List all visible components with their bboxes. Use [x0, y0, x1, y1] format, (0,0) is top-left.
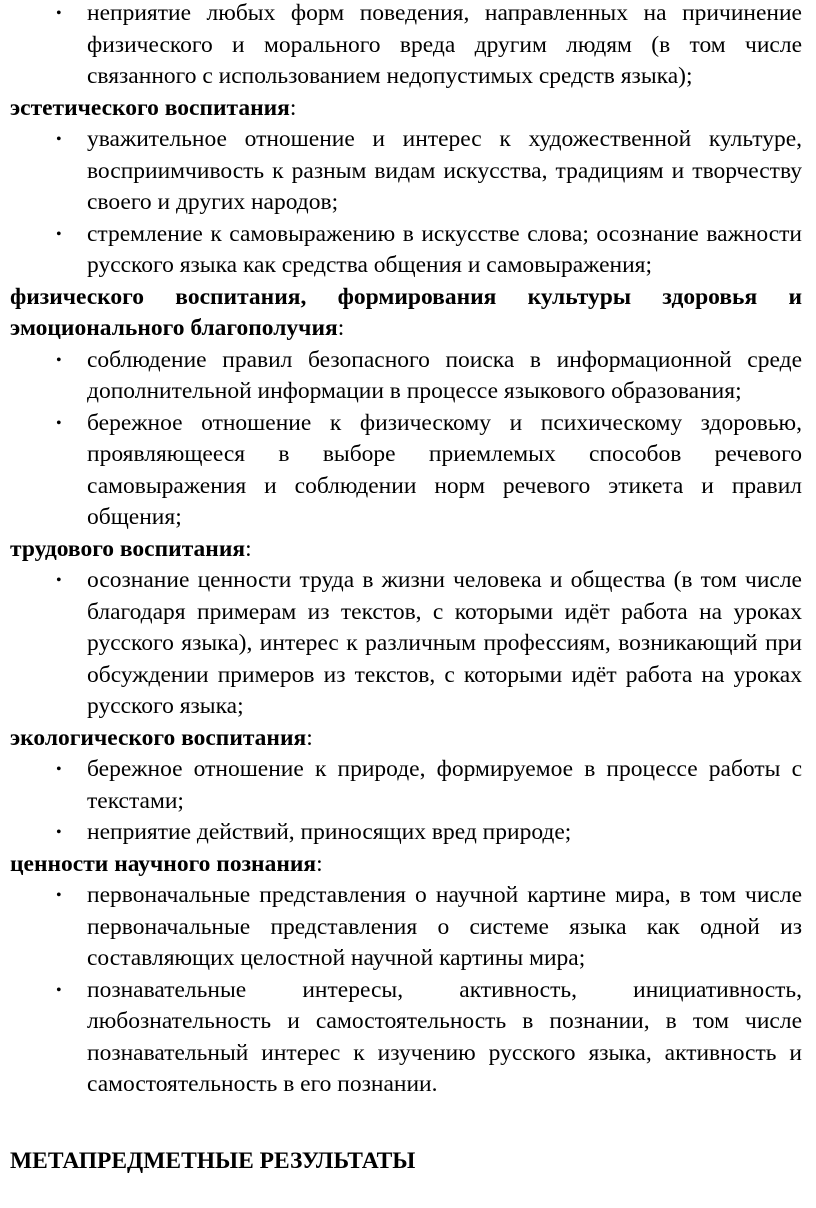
section-heading-labor	[10, 534, 802, 566]
bullet-icon: •	[56, 5, 62, 22]
intro-list	[10, 0, 802, 93]
list-item	[10, 124, 802, 219]
section-list-labor	[10, 565, 802, 723]
section-heading-text: экологического воспитания	[10, 724, 307, 751]
list-item-text: бережное отношение к физическому и психическому здоровью, проявляющееся в выборе приемлемых способов речевого самовыражения и соблюдении норм речевого этикета и правил общения;	[87, 409, 802, 530]
list-item-text: соблюдение правил безопасного поиска в информационной среде дополнительной информации в процессе языкового образования;	[87, 346, 802, 404]
section-heading-text: эстетического воспитания	[10, 94, 290, 121]
bullet-icon: •	[56, 981, 62, 999]
list-item-text: уважительное отношение и интерес к художественной культуре, восприимчивость к разным видам искусства, традициям и творчеству своего и других народов;	[87, 126, 802, 215]
section-list-aesthetic	[10, 124, 802, 282]
heading-colon: :	[337, 315, 345, 341]
list-item	[10, 880, 802, 975]
section-heading-aesthetic	[10, 93, 802, 125]
document-body	[10, 0, 802, 1101]
list-item-text: осознание ценности труда в жизни человека и общества (в том числе благодаря примерам из текстов, с которыми идёт работа на уроках русского языка), интерес к различным профессиям, возникающий при обсуждении примеров из текстов, с которыми идёт работа на уроках русского языка;	[87, 567, 802, 719]
bullet-icon: •	[56, 572, 62, 589]
list-item	[10, 0, 802, 93]
list-item-text: неприятие действий, приносящих вред природе;	[87, 819, 572, 845]
bullet-icon: •	[56, 225, 62, 243]
bullet-icon: •	[56, 824, 62, 841]
section-heading-text: физического воспитания, формирования культуры здоровья и эмоционального благополучия	[10, 283, 802, 341]
list-item-text: бережное отношение к природе, формируемое в процессе работы с текстами;	[87, 756, 802, 814]
list-item-text: первоначальные представления о научной картине мира, в том числе первоначальные представления о системе языка как одной из составляющих целостной научной картины мира;	[87, 882, 802, 971]
bullet-icon: •	[56, 131, 62, 148]
heading-colon: :	[289, 94, 297, 121]
section-heading-text: ценности научного познания	[10, 850, 317, 877]
bullet-icon: •	[56, 887, 62, 904]
list-item-text: познавательные интересы, активность, инициативность, любознательность и самостоятельность в познании, в том числе познавательный интерес к изучению русского языка, активность и самостоятельность в его познании.	[87, 976, 802, 1097]
list-item	[10, 565, 802, 723]
section-heading-physical	[10, 282, 802, 345]
section-list-science	[10, 880, 802, 1101]
list-item	[10, 975, 802, 1101]
section-list-physical	[10, 345, 802, 534]
bullet-icon: •	[56, 761, 62, 778]
heading-colon: :	[306, 724, 313, 751]
section-heading-science	[10, 849, 802, 881]
list-item	[10, 408, 802, 534]
list-item	[10, 219, 802, 282]
list-item-text: стремление к самовыражению в искусстве слова; осознание важности русского языка как средства общения и самовыражения;	[87, 220, 802, 278]
section-title-metasubject: МЕТАПРЕДМЕТНЫЕ РЕЗУЛЬТАТЫ	[10, 1148, 416, 1174]
section-list-ecological	[10, 754, 802, 849]
section-heading-ecological	[10, 723, 802, 755]
bullet-icon: •	[56, 414, 62, 432]
heading-colon: :	[316, 850, 323, 877]
bullet-icon: •	[56, 351, 62, 369]
list-item-text: неприятие любых форм поведения, направленных на причинение физического и морального вреда другим людям (в том числе связанного с использованием недопустимых средств языка);	[87, 0, 802, 89]
list-item	[10, 817, 802, 849]
list-item	[10, 345, 802, 408]
section-heading-text: трудового воспитания	[10, 535, 246, 562]
list-item	[10, 754, 802, 817]
heading-colon: :	[245, 535, 252, 562]
